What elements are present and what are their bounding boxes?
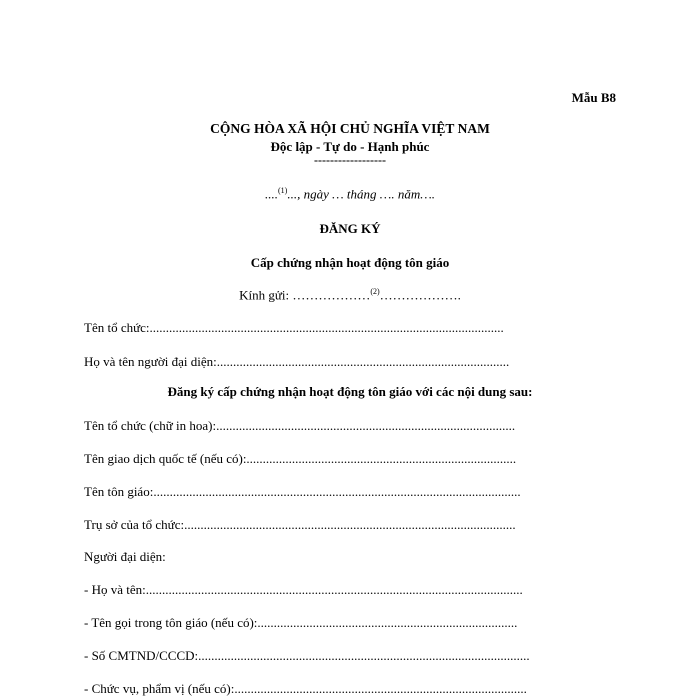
recipient-suffix: ………………. bbox=[379, 287, 461, 303]
field-international-name: Tên giao dịch quốc tế (nếu có):................................................................................... bbox=[84, 451, 517, 466]
recipient-note-marker: (2) bbox=[370, 287, 380, 296]
date-note-marker: (1) bbox=[277, 186, 288, 195]
nation-title: CỘNG HÒA XÃ HỘI CHỦ NGHĨA VIỆT NAM bbox=[210, 121, 490, 136]
recipient-prefix: Kính gửi: ……………… bbox=[239, 287, 371, 303]
field-rep-religious-name: - Tên gọi trong tôn giáo (nếu có):................................................................................ bbox=[84, 615, 518, 630]
form-code: Mẫu B8 bbox=[571, 90, 616, 105]
recipient-line bbox=[0, 287, 700, 303]
field-rep-id-number: - Số CMTND/CCCD:...................................................................................................... bbox=[84, 648, 530, 663]
field-organization-name-caps: Tên tổ chức (chữ in hoa):............................................................................................ bbox=[84, 418, 516, 433]
document-title: ĐĂNG KÝ bbox=[319, 221, 381, 236]
field-representative-name: Họ và tên người đại diện:.......................................................................................... bbox=[84, 354, 510, 369]
motto: Độc lập - Tự do - Hạnh phúc bbox=[270, 139, 430, 154]
motto-underline: ------------------ bbox=[314, 153, 386, 167]
field-organization-name: Tên tổ chức:............................................................................................................. bbox=[84, 320, 504, 335]
date-line-rest: ..., ngày … tháng …. năm…. bbox=[287, 186, 436, 202]
field-rep-full-name: - Họ và tên:.................................................................................................................... bbox=[84, 582, 523, 597]
date-line bbox=[0, 186, 700, 202]
field-headquarters: Trụ sở của tổ chức:...................................................................................................... bbox=[84, 517, 516, 532]
section-heading: Đăng ký cấp chứng nhận hoạt động tôn giáo với các nội dung sau: bbox=[167, 384, 533, 399]
document-subtitle: Cấp chứng nhận hoạt động tôn giáo bbox=[250, 255, 450, 270]
field-religion-name: Tên tôn giáo:................................................................................................................. bbox=[84, 484, 521, 499]
field-representative-heading: Người đại diện: bbox=[84, 549, 166, 564]
date-line-prefix: .... bbox=[264, 186, 278, 202]
field-rep-position: - Chức vụ, phẩm vị (nếu có):.......................................................................................... bbox=[84, 681, 527, 696]
